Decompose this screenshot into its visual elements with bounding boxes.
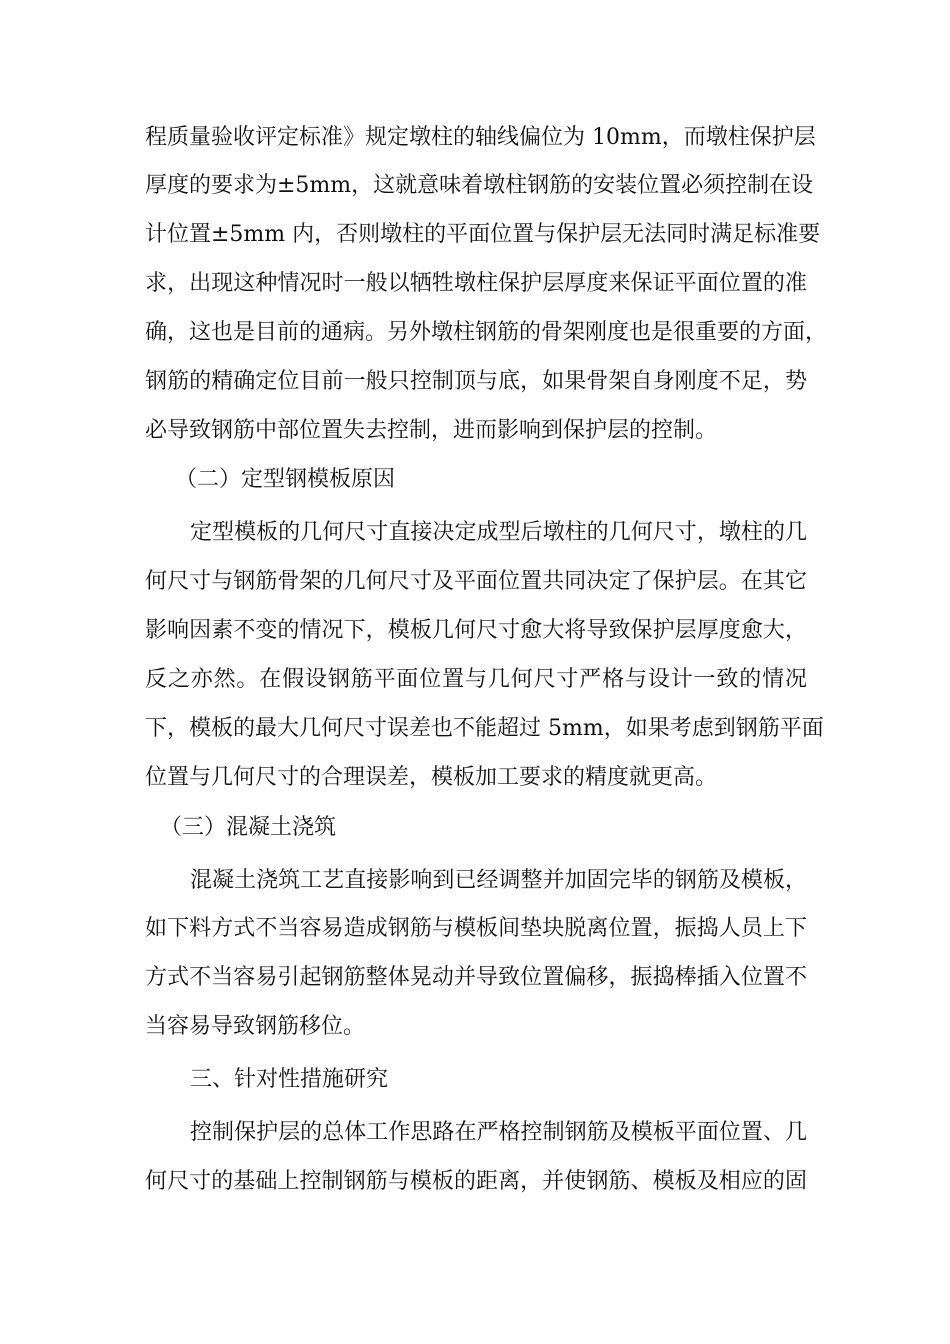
paragraph-line: 钢筋的精确定位目前一般只控制顶与底，如果骨架自身刚度不足，势	[145, 369, 807, 394]
paragraph-line: 反之亦然。在假设钢筋平面位置与几何尺寸严格与设计一致的情况	[145, 667, 807, 692]
paragraph-line: 下，模板的最大几何尺寸误差也不能超过 5mm，如果考虑到钢筋平面	[145, 716, 824, 741]
paragraph-line: 当容易导致钢筋移位。	[145, 1014, 366, 1039]
paragraph-line: 影响因素不变的情况下，模板几何尺寸愈大将导致保护层厚度愈大，	[145, 618, 807, 643]
paragraph-line: 控制保护层的总体工作思路在严格控制钢筋及模板平面位置、几	[190, 1120, 807, 1145]
paragraph-line: 确，这也是目前的通病。另外墩柱钢筋的骨架刚度也是很重要的方面，	[145, 320, 828, 345]
paragraph-line: 何尺寸与钢筋骨架的几何尺寸及平面位置共同决定了保护层。在其它	[145, 569, 807, 594]
paragraph-line: 计位置±5mm 内，否则墩柱的平面位置与保护层无法同时满足标准要	[145, 222, 821, 247]
section-heading: （二）定型钢模板原因	[175, 467, 396, 492]
paragraph-line: 如下料方式不当容易造成钢筋与模板间垫块脱离位置，振捣人员上下	[145, 916, 807, 941]
section-heading: （三）混凝土浇筑	[160, 815, 337, 840]
paragraph-line: 求，出现这种情况时一般以牺牲墩柱保护层厚度来保证平面位置的准	[145, 271, 807, 296]
paragraph-line: 厚度的要求为±5mm，这就意味着墩柱钢筋的安装位置必须控制在设	[145, 173, 814, 198]
paragraph-line: 位置与几何尺寸的合理误差，模板加工要求的精度就更高。	[145, 765, 718, 790]
paragraph-line: 何尺寸的基础上控制钢筋与模板的距离，并使钢筋、模板及相应的固	[145, 1169, 807, 1194]
paragraph-line: 混凝土浇筑工艺直接影响到已经调整并加固完毕的钢筋及模板，	[190, 868, 807, 893]
paragraph-line: 必导致钢筋中部位置失去控制，进而影响到保护层的控制。	[145, 418, 718, 443]
paragraph-line: 方式不当容易引起钢筋整体晃动并导致位置偏移，振捣棒插入位置不	[145, 965, 807, 990]
paragraph-line: 程质量验收评定标准》规定墩柱的轴线偏位为 10mm，而墩柱保护层	[145, 125, 816, 150]
section-heading: 三、针对性措施研究	[190, 1067, 389, 1092]
paragraph-line: 定型模板的几何尺寸直接决定成型后墩柱的几何尺寸，墩柱的几	[190, 520, 807, 545]
